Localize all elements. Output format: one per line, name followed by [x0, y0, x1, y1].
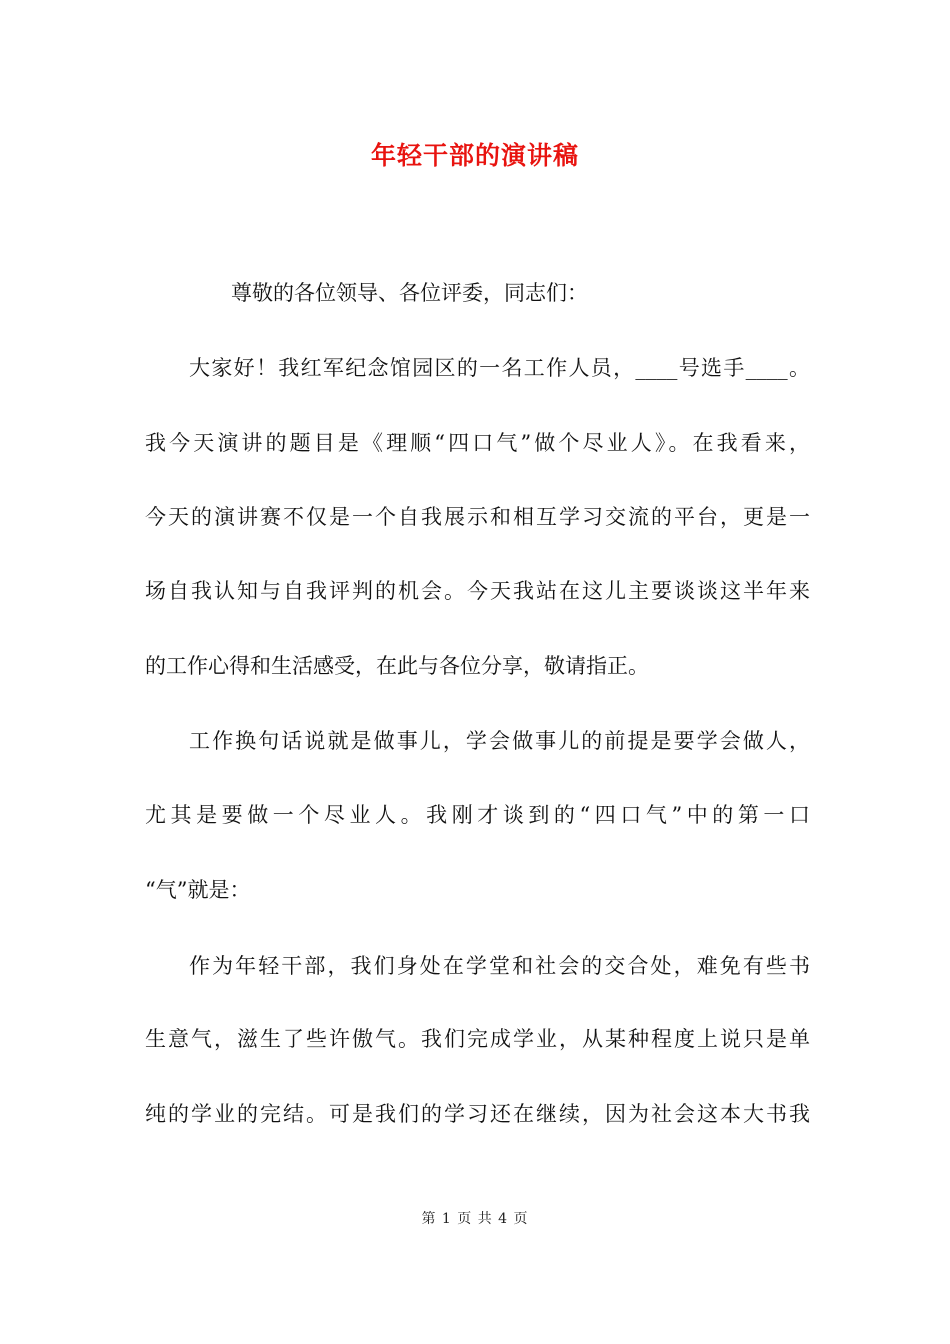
body-line-6: 的工作心得和生活感受，在此与各位分享，敬请指正。 [145, 654, 649, 678]
page-footer: 第 1 页 共 4 页 [421, 1211, 529, 1227]
document-title: 年轻干部的演讲稿 [370, 141, 579, 170]
body-line-12: 纯的学业的完结。可是我们的学习还在继续，因为社会这本大书我 [145, 1102, 810, 1126]
body-line-9: “气”就是： [145, 878, 251, 902]
body-line-1: 尊敬的各位领导、各位评委，同志们： [231, 281, 588, 305]
body-line-5: 场自我认知与自我评判的机会。今天我站在这儿主要谈谈这半年来 [145, 579, 810, 603]
body-line-2: 大家好！我红军纪念馆园区的一名工作人员，____号选手____。 [189, 356, 810, 380]
body-line-3: 我今天演讲的题目是《理顺“四口气”做个尽业人》。在我看来， [145, 431, 810, 455]
body-line-8: 尤其是要做一个尽业人。我刚才谈到的“四口气”中的第一口 [145, 803, 810, 827]
body-line-4: 今天的演讲赛不仅是一个自我展示和相互学习交流的平台，更是一 [145, 505, 810, 529]
body-line-11: 生意气，滋生了些许傲气。我们完成学业，从某种程度上说只是单 [145, 1027, 810, 1051]
body-line-7: 工作换句话说就是做事儿，学会做事儿的前提是要学会做人， [189, 729, 810, 753]
body-line-10: 作为年轻干部，我们身处在学堂和社会的交合处，难免有些书 [189, 954, 810, 978]
